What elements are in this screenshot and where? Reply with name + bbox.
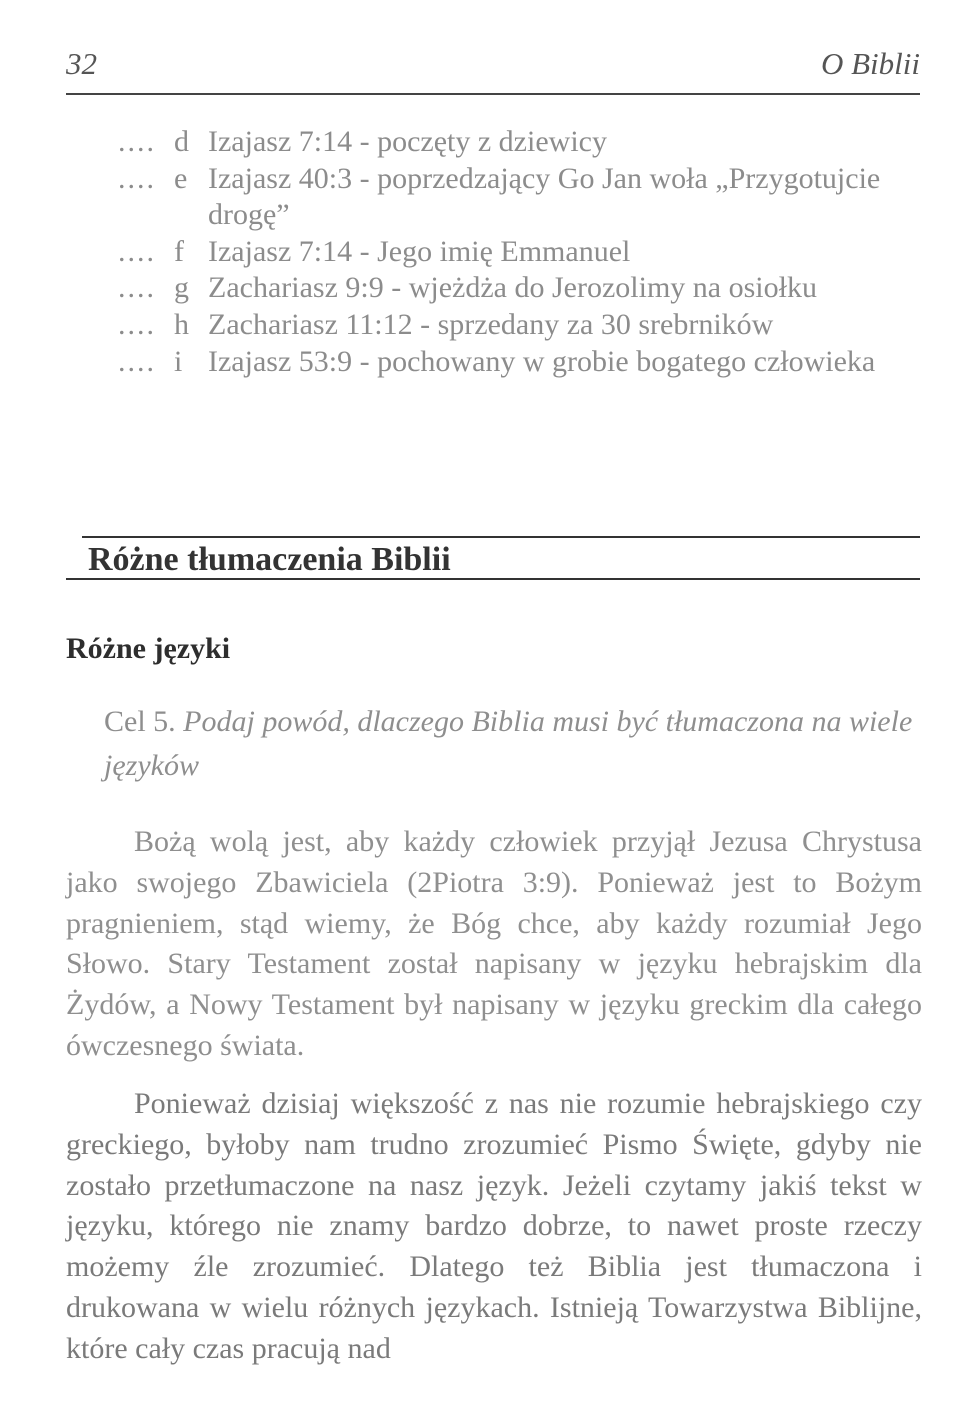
answer-blank: .... (118, 161, 156, 195)
section-heading (66, 536, 920, 582)
running-head: O Biblii (820, 46, 920, 81)
paragraph: Bożą wolą jest, aby każdy człowiek przyjął Jezusa Chrystusa jako swojego Zbawiciela (2Piotra 3:9). Ponieważ jest to Bożym pragnieniem, stąd wiemy, że Bóg chce, aby każdy rozumiał Jego Słowo. Stary Testament został napisany w języku hebrajskim dla Żydów, a Nowy Testament był napisany w języku greckim dla całego ówczesnego świata. (66, 825, 922, 1062)
list-item (118, 344, 928, 381)
answer-blank: .... (118, 271, 156, 305)
answer-blank: .... (118, 307, 156, 341)
list-item (118, 307, 928, 344)
item-letter: i (174, 344, 183, 378)
page-number: 32 (66, 46, 97, 81)
answer-blank: .... (118, 234, 156, 268)
header-rule (66, 93, 920, 95)
paragraph: Ponieważ dzisiaj większość z nas nie rozumie hebrajskiego czy greckiego, byłoby nam trudno zrozumieć Pismo Święte, gdyby nie zostało przetłumaczone na nasz język. Jeżeli czytamy jakiś tekst w języku, którego nie znamy bardzo dobrze, to nawet proste rzeczy możemy źle zrozumieć. Dlatego też Biblia jest tłumaczona i drukowana w wielu różnych językach. Istnieją Towarzystwa Biblijne, które cały czas pracują nad (66, 1087, 922, 1365)
section-rule-bottom (66, 578, 920, 580)
item-text: Izajasz 7:14 - Jego imię Emmanuel (208, 234, 631, 268)
item-text: Izajasz 7:14 - poczęty z dziewicy (208, 125, 607, 158)
item-letter: h (174, 307, 189, 341)
list-item (118, 234, 928, 271)
page-header (66, 44, 920, 94)
goal-label: Cel 5. (104, 705, 176, 738)
prophecy-list (118, 124, 928, 380)
section-rule-top (82, 536, 920, 538)
subsection-title: Różne języki (66, 632, 231, 665)
list-item (118, 124, 928, 161)
item-text: Izajasz 53:9 - pochowany w grobie bogatego człowieka (208, 344, 876, 378)
item-letter: g (174, 271, 189, 305)
item-letter: e (174, 161, 188, 195)
answer-blank: .... (118, 344, 156, 378)
list-item (118, 161, 928, 234)
item-text: Zachariasz 11:12 - sprzedany za 30 srebrników (208, 307, 774, 341)
goal-text: Podaj powód, dlaczego Biblia musi być tłumaczona na wiele języków (104, 705, 913, 782)
item-text: Zachariasz 9:9 - wjeżdża do Jerozolimy na osiołku (208, 271, 817, 305)
learning-goal (104, 700, 926, 788)
item-text: Izajasz 40:3 - poprzedzający Go Jan woła „Przygotujcie drogę” (208, 161, 881, 232)
item-letter: f (174, 234, 184, 268)
section-title: Różne tłumaczenia Biblii (88, 541, 451, 578)
item-letter: d (174, 125, 189, 158)
answer-blank: .... (118, 125, 156, 158)
list-item (118, 270, 928, 307)
